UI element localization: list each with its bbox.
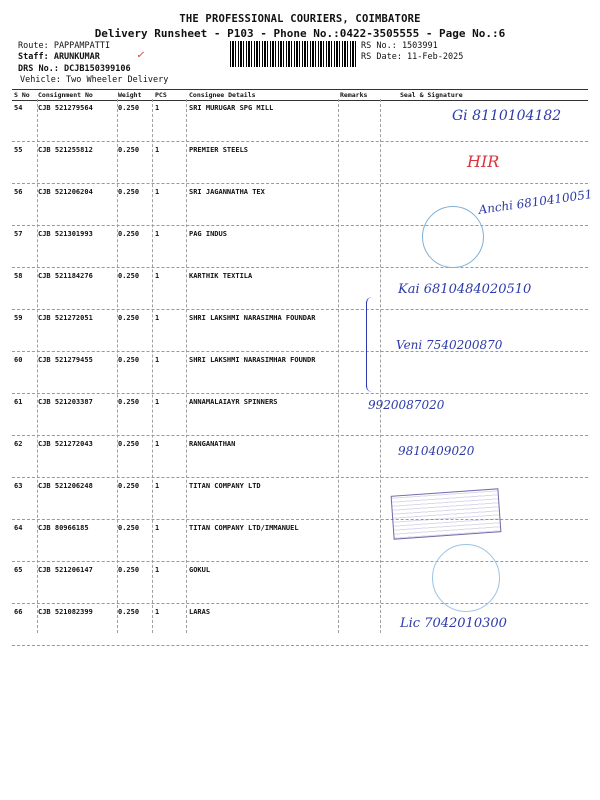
- row-pcs: 1: [155, 146, 160, 154]
- row-sno: 55: [14, 146, 23, 154]
- company-seal: [432, 544, 500, 612]
- company-title: THE PROFESSIONAL COURIERS, COIMBATORE: [179, 13, 421, 25]
- row-consignment-no: CJB 521279455: [38, 356, 93, 364]
- runsheet-title: Delivery Runsheet - P103 - Phone No.:0422-3505555 - Page No.:6: [94, 27, 506, 40]
- table-row: [12, 435, 588, 478]
- row-consignee: GOKUL: [189, 566, 211, 574]
- row-weight: 0.250: [118, 188, 140, 196]
- row-consignee: KARTHIK TEXTILA: [189, 272, 253, 280]
- signature-56: Anchi 6810410051: [477, 187, 594, 217]
- row-sno: 63: [14, 482, 23, 490]
- row-consignee: SRI MURUGAR SPG MILL: [189, 104, 274, 112]
- row-weight: 0.250: [118, 104, 140, 112]
- row-consignee: ANNAMALAIAYR SPINNERS: [189, 398, 278, 406]
- vehicle-label: Vehicle: Two Wheeler Delivery: [20, 75, 169, 85]
- drs-number: DRS No.: DCJB150399106: [18, 64, 131, 74]
- row-consignment-no: CJB 521255812: [38, 146, 93, 154]
- col-sno: S No: [14, 91, 30, 99]
- table-row: [12, 141, 588, 184]
- row-consignee: PAG INDUS: [189, 230, 227, 238]
- row-consignment-no: CJB 521206204: [38, 188, 93, 196]
- table-row: [12, 477, 588, 520]
- row-pcs: 1: [155, 524, 160, 532]
- row-weight: 0.250: [118, 314, 140, 322]
- row-weight: 0.250: [118, 566, 140, 574]
- row-consignee: PREMIER STEELS: [189, 146, 249, 154]
- row-pcs: 1: [155, 314, 160, 322]
- row-consignment-no: CJB 521203387: [38, 398, 93, 406]
- signature-54: Gi 8110104182: [452, 108, 562, 124]
- signature-66: Lic 7042010300: [400, 616, 507, 631]
- col-remarks: Remarks: [340, 91, 368, 99]
- row-consignment-no: CJB 521082399: [38, 608, 93, 616]
- row-weight: 0.250: [118, 482, 140, 490]
- row-weight: 0.250: [118, 524, 140, 532]
- signature-62: 9810409020: [398, 444, 475, 458]
- row-pcs: 1: [155, 230, 160, 238]
- row-consignment-no: CJB 521272043: [38, 440, 93, 448]
- route-label: Route: PAPPAMPATTI: [18, 41, 111, 51]
- bracket-mark: [366, 297, 381, 392]
- row-sno: 62: [14, 440, 23, 448]
- row-sno: 54: [14, 104, 23, 112]
- row-consignee: LARAS: [189, 608, 211, 616]
- row-pcs: 1: [155, 356, 160, 364]
- row-consignment-no: CJB 521272051: [38, 314, 93, 322]
- row-pcs: 1: [155, 566, 160, 574]
- row-consignment-no: CJB 521301993: [38, 230, 93, 238]
- company-seal: [422, 206, 484, 268]
- row-consignee: SRI JAGANNATHA TEX: [189, 188, 265, 196]
- col-consignment: Consignment No: [38, 91, 93, 99]
- row-pcs: 1: [155, 272, 160, 280]
- row-sno: 58: [14, 272, 23, 280]
- row-pcs: 1: [155, 104, 160, 112]
- row-sno: 61: [14, 398, 23, 406]
- row-pcs: 1: [155, 482, 160, 490]
- table-row: [12, 225, 588, 268]
- table-row: [12, 351, 588, 394]
- row-sno: 66: [14, 608, 23, 616]
- row-pcs: 1: [155, 188, 160, 196]
- col-weight: Weight: [118, 91, 142, 99]
- row-weight: 0.250: [118, 356, 140, 364]
- row-consignment-no: CJB 521206147: [38, 566, 93, 574]
- company-stamp: [391, 488, 502, 539]
- staff-label: Staff: ARUNKUMAR: [18, 52, 100, 62]
- row-sno: 60: [14, 356, 23, 364]
- table-row: [12, 561, 588, 604]
- col-consignee: Consignee Details: [189, 91, 256, 99]
- table-row: [12, 519, 588, 562]
- row-sno: 57: [14, 230, 23, 238]
- row-consignment-no: CJB 80966185: [38, 524, 89, 532]
- row-sno: 64: [14, 524, 23, 532]
- row-pcs: 1: [155, 608, 160, 616]
- check-mark-icon: ✓: [136, 50, 145, 61]
- rs-number: RS No.: 1503991: [361, 41, 438, 51]
- col-pcs: PCS: [155, 91, 167, 99]
- row-pcs: 1: [155, 398, 160, 406]
- table-row: [12, 393, 588, 436]
- col-seal-signature: Seal & Signature: [400, 91, 463, 99]
- row-pcs: 1: [155, 440, 160, 448]
- row-weight: 0.250: [118, 440, 140, 448]
- row-consignee: TITAN COMPANY LTD/IMMANUEL: [189, 524, 299, 532]
- signature-58: Kai 6810484020510: [398, 282, 532, 297]
- row-sno: 59: [14, 314, 23, 322]
- row-consignee: RANGANATHAN: [189, 440, 236, 448]
- signature-55: HIR: [467, 152, 500, 171]
- rs-date: RS Date: 11-Feb-2025: [361, 52, 464, 62]
- row-weight: 0.250: [118, 230, 140, 238]
- signature-60: Veni 7540200870: [396, 338, 503, 352]
- row-weight: 0.250: [118, 608, 140, 616]
- row-weight: 0.250: [118, 398, 140, 406]
- row-consignment-no: CJB 521184276: [38, 272, 93, 280]
- barcode: [230, 41, 356, 67]
- signature-61: 9920087020: [368, 398, 445, 412]
- row-consignment-no: CJB 521279564: [38, 104, 93, 112]
- row-consignment-no: CJB 521206248: [38, 482, 93, 490]
- row-weight: 0.250: [118, 272, 140, 280]
- row-consignee: SHRI LAKSHMI NARASIMHA FOUNDAR: [189, 314, 316, 322]
- row-sno: 56: [14, 188, 23, 196]
- row-consignee: SHRI LAKSHMI NARASIMHAR FOUNDR: [189, 356, 316, 364]
- row-sno: 65: [14, 566, 23, 574]
- row-weight: 0.250: [118, 146, 140, 154]
- row-consignee: TITAN COMPANY LTD: [189, 482, 261, 490]
